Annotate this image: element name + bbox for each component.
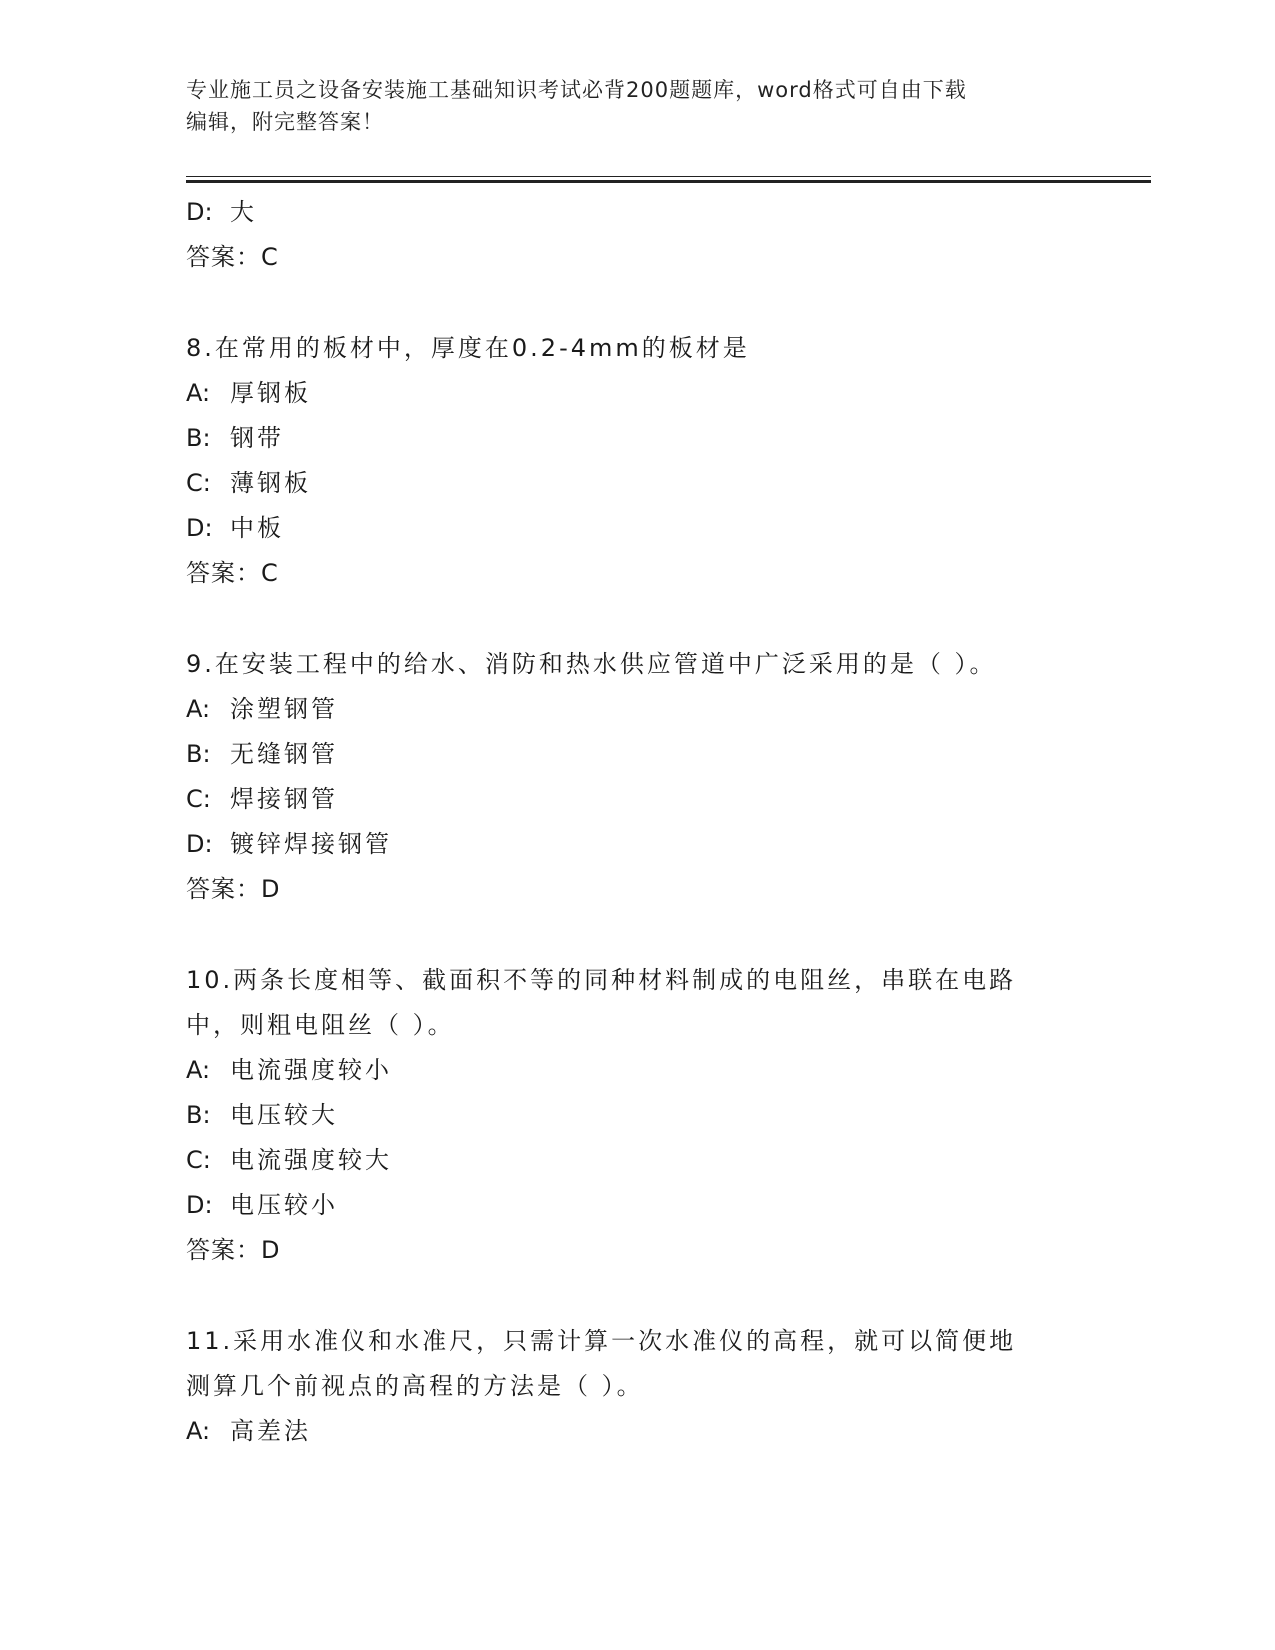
option-text: 电压较小	[230, 1191, 338, 1219]
option-text: 高差法	[230, 1417, 311, 1445]
option-b	[186, 732, 1086, 777]
option-b	[186, 416, 1086, 461]
option-text: 无缝钢管	[230, 740, 338, 768]
question-stem: 8.在常用的板材中，厚度在0.2-4mm的板材是	[186, 334, 750, 362]
question-11	[186, 1319, 1086, 1454]
option-d	[186, 506, 1086, 551]
header-divider-thick	[186, 180, 1151, 183]
document-header	[186, 74, 1086, 138]
option-key: C:	[186, 469, 211, 497]
option-key: A:	[186, 1417, 211, 1445]
option-d	[186, 822, 1086, 867]
option-a	[186, 371, 1086, 416]
option-key: B:	[186, 740, 211, 768]
answer-line: 答案：D	[186, 875, 281, 903]
header-divider-thin	[186, 176, 1151, 177]
option-key: B:	[186, 1101, 211, 1129]
option-text: 中板	[230, 514, 284, 542]
option-key: D:	[186, 830, 213, 858]
option-key: D:	[186, 198, 213, 226]
option-text: 镀锌焊接钢管	[230, 830, 392, 858]
option-text: 电流强度较小	[230, 1056, 392, 1084]
question-stem: 9.在安装工程中的给水、消防和热水供应管道中广泛采用的是（ ）。	[186, 650, 997, 678]
option-key: A:	[186, 379, 211, 407]
option-key: A:	[186, 695, 211, 723]
option-key: D:	[186, 1191, 213, 1219]
header-title-line-2: 编辑，附完整答案！	[186, 110, 384, 134]
question-10	[186, 958, 1086, 1273]
header-title-line-1: 专业施工员之设备安装施工基础知识考试必背200题题库，word格式可自由下载	[186, 78, 967, 102]
option-text: 钢带	[230, 424, 284, 452]
option-text: 电压较大	[230, 1101, 338, 1129]
question-list	[186, 190, 1086, 1454]
option-c	[186, 777, 1086, 822]
option-a	[186, 1048, 1086, 1093]
question-9	[186, 642, 1086, 912]
question-8	[186, 326, 1086, 596]
answer-line: 答案：D	[186, 1236, 281, 1264]
option-key: B:	[186, 424, 211, 452]
question-stem-line-2: 中，则粗电阻丝（ ）。	[186, 1011, 455, 1039]
option-text: 大	[230, 198, 257, 226]
option-text: 涂塑钢管	[230, 695, 338, 723]
option-key: C:	[186, 1146, 211, 1174]
question-stem-line-1: 11.采用水准仪和水准尺，只需计算一次水准仪的高程，就可以简便地	[186, 1327, 1017, 1355]
answer-line: 答案：C	[186, 243, 279, 271]
option-text: 厚钢板	[230, 379, 311, 407]
option-text: 电流强度较大	[230, 1146, 392, 1174]
option-d	[186, 190, 1086, 235]
question-stem-line-1: 10.两条长度相等、截面积不等的同种材料制成的电阻丝，串联在电路	[186, 966, 1017, 994]
option-key: A:	[186, 1056, 211, 1084]
option-key: D:	[186, 514, 213, 542]
question-fragment	[186, 190, 1086, 280]
option-a	[186, 1409, 1086, 1454]
option-text: 薄钢板	[230, 469, 311, 497]
option-a	[186, 687, 1086, 732]
option-text: 焊接钢管	[230, 785, 338, 813]
option-c	[186, 1138, 1086, 1183]
option-b	[186, 1093, 1086, 1138]
option-d	[186, 1183, 1086, 1228]
option-c	[186, 461, 1086, 506]
question-stem-line-2: 测算几个前视点的高程的方法是（ ）。	[186, 1372, 644, 1400]
answer-line: 答案：C	[186, 559, 279, 587]
option-key: C:	[186, 785, 211, 813]
